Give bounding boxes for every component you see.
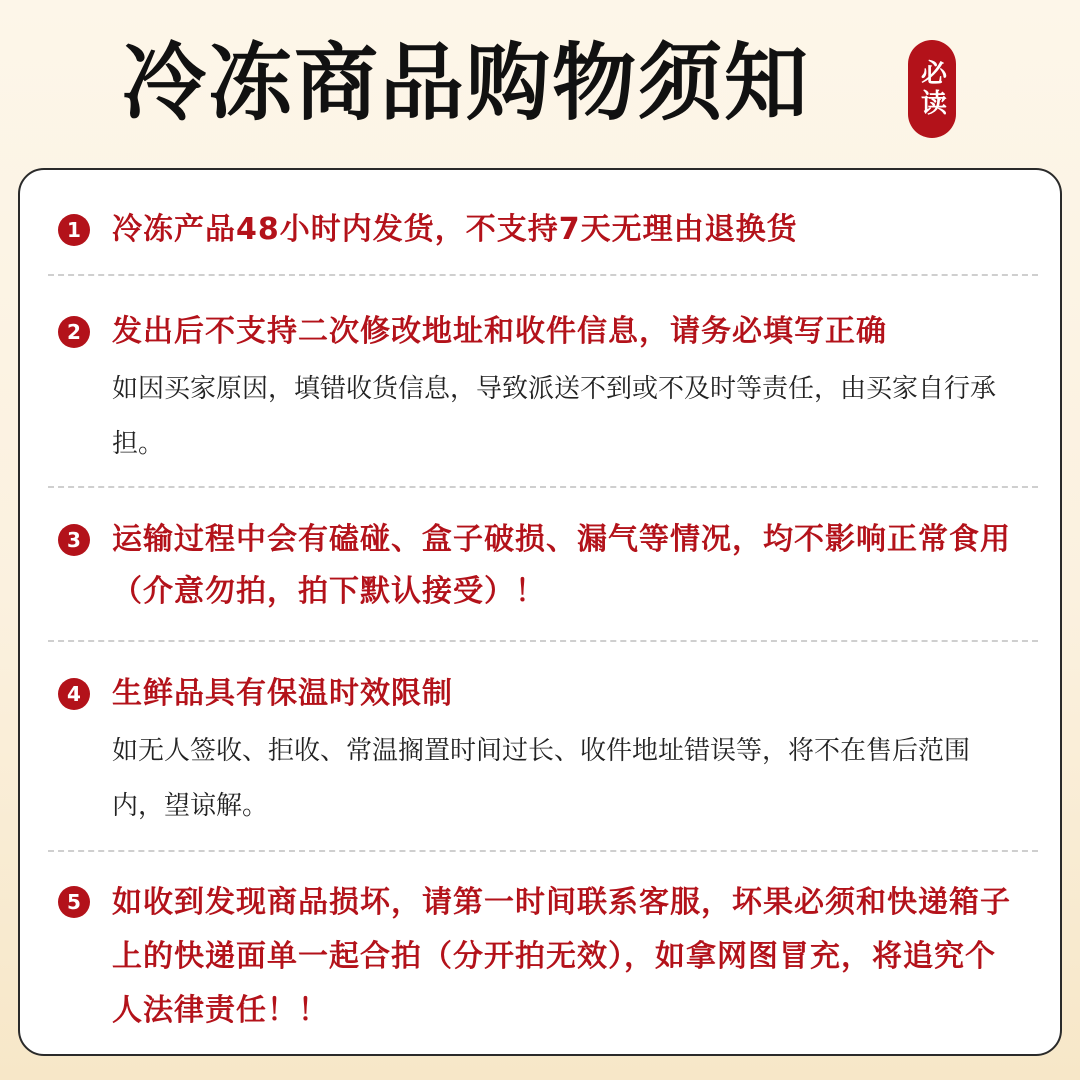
item-number-badge-1: 1: [58, 214, 90, 246]
divider: [48, 640, 1038, 642]
item-number-badge-2: 2: [58, 316, 90, 348]
item-desc-2: 如因买家原因，填错收货信息，导致派送不到或不及时等责任，由买家自行承担。: [112, 374, 997, 459]
item-heading-2: 发出后不支持二次修改地址和收件信息，请务必填写正确: [112, 314, 887, 349]
page-title: 冷冻商品购物须知: [122, 34, 811, 132]
item-number-badge-5: 5: [58, 886, 90, 918]
header: [0, 18, 1080, 148]
notice-card: [18, 168, 1062, 1056]
item-desc-4: 如无人签收、拒收、常温搁置时间过长、收件地址错误等，将不在售后范围内，望谅解。: [112, 736, 971, 821]
item-heading-4: 生鲜品具有保温时效限制: [112, 676, 453, 711]
divider: [48, 274, 1038, 276]
item-number-badge-4: 4: [58, 678, 90, 710]
divider: [48, 486, 1038, 488]
item-heading-1: 冷冻产品48小时内发货，不支持7天无理由退换货: [112, 212, 798, 247]
item-number-badge-3: 3: [58, 524, 90, 556]
item-heading-5: 如收到发现商品损坏，请第一时间联系客服，坏果必须和快递箱子上的快递面单一起合拍（分开拍无效），如拿网图冒充，将追究个人法律责任！！: [112, 885, 1011, 1028]
item-heading-3: 运输过程中会有磕碰、盒子破损、漏气等情况，均不影响正常食用（介意勿拍，拍下默认接受）！: [112, 522, 1011, 609]
divider: [48, 850, 1038, 852]
must-read-badge: 必读: [908, 40, 956, 138]
